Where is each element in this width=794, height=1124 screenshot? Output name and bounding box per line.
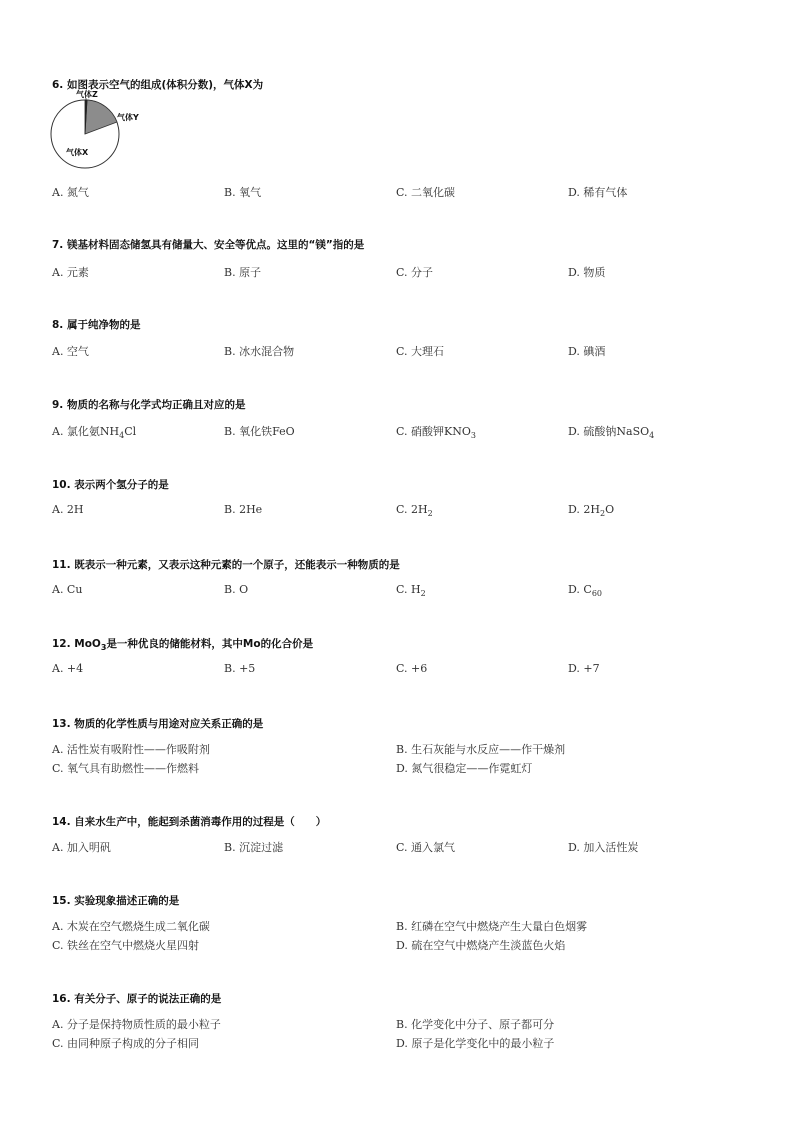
question-6-option-d[interactable]: D. 稀有气体 bbox=[568, 186, 628, 199]
question-9-option-d[interactable]: D. 硫酸钠NaSO$_4$ bbox=[568, 425, 655, 440]
question-11-option-a[interactable]: A. Cu bbox=[52, 583, 83, 596]
question-16-option-c[interactable]: C. 由同种原子构成的分子相同 bbox=[52, 1037, 200, 1050]
question-10-option-d[interactable]: D. $2H_2O$ bbox=[568, 503, 615, 518]
question-10-option-b[interactable]: B. 2He bbox=[224, 503, 263, 516]
question-16-stem: 16. 有关分子、原子的说法正确的是 bbox=[52, 993, 222, 1005]
question-14-option-a[interactable]: A. 加入明矾 bbox=[52, 841, 111, 854]
question-16-option-d[interactable]: D. 原子是化学变化中的最小粒子 bbox=[396, 1037, 555, 1050]
question-7-option-d[interactable]: D. 物质 bbox=[568, 266, 606, 279]
question-6-option-b[interactable]: B. 氧气 bbox=[224, 186, 262, 199]
question-9-option-a[interactable]: A. 氯化氨$NH_4Cl$ bbox=[52, 425, 137, 440]
question-12-stem: 12. MoO$_3$是一种优良的储能材料，其中Mo的化合价是 bbox=[52, 638, 314, 652]
question-15-option-d[interactable]: D. 硫在空气中燃烧产生淡蓝色火焰 bbox=[396, 939, 566, 952]
question-6-stem: 6. 如图表示空气的组成(体积分数)，气体X为 bbox=[52, 79, 264, 91]
question-13-option-d[interactable]: D. 氮气很稳定——作霓虹灯 bbox=[396, 762, 533, 775]
question-13-stem: 13. 物质的化学性质与用途对应关系正确的是 bbox=[52, 718, 264, 730]
question-9-stem: 9. 物质的名称与化学式均正确且对应的是 bbox=[52, 399, 246, 411]
pie-label-gas-y: 气体Y bbox=[117, 113, 139, 122]
question-12-option-a[interactable]: A. +4 bbox=[52, 662, 84, 675]
question-9-option-b[interactable]: B. 氧化铁FeO bbox=[224, 425, 295, 438]
question-8-option-b[interactable]: B. 冰水混合物 bbox=[224, 345, 295, 358]
air-composition-pie-chart bbox=[50, 90, 160, 170]
question-11-option-c[interactable]: C. $H_2$ bbox=[396, 583, 426, 598]
question-8-option-a[interactable]: A. 空气 bbox=[52, 345, 89, 358]
question-10-option-c[interactable]: C. $2H_2$ bbox=[396, 503, 433, 518]
question-8-option-c[interactable]: C. 大理石 bbox=[396, 345, 445, 358]
question-15-stem: 15. 实验现象描述正确的是 bbox=[52, 895, 180, 907]
question-7-option-a[interactable]: A. 元素 bbox=[52, 266, 89, 279]
question-12-option-c[interactable]: C. +6 bbox=[396, 662, 428, 675]
question-11-stem: 11. 既表示一种元素，又表示这种元素的一个原子，还能表示一种物质的是 bbox=[52, 559, 400, 571]
question-11-option-d[interactable]: D. $C_{60}$ bbox=[568, 583, 603, 598]
question-7-option-b[interactable]: B. 原子 bbox=[224, 266, 262, 279]
question-8-option-d[interactable]: D. 碘酒 bbox=[568, 345, 606, 358]
question-7-option-c[interactable]: C. 分子 bbox=[396, 266, 434, 279]
question-12-option-b[interactable]: B. +5 bbox=[224, 662, 256, 675]
question-7-stem: 7. 镁基材料固态储氢具有储量大、安全等优点。这里的“镁”指的是 bbox=[52, 239, 365, 251]
pie-label-gas-z: 气体Z bbox=[76, 90, 98, 99]
question-13-option-b[interactable]: B. 生石灰能与水反应——作干燥剂 bbox=[396, 743, 566, 756]
question-14-option-b[interactable]: B. 沉淀过滤 bbox=[224, 841, 284, 854]
question-13-option-a[interactable]: A. 活性炭有吸附性——作吸附剂 bbox=[52, 743, 210, 756]
question-14-option-c[interactable]: C. 通入氯气 bbox=[396, 841, 456, 854]
question-10-option-a[interactable]: A. 2H bbox=[52, 503, 84, 516]
question-9-option-c[interactable]: C. 硝酸钾$KNO_3$ bbox=[396, 425, 476, 440]
question-6-option-c[interactable]: C. 二氧化碳 bbox=[396, 186, 456, 199]
question-15-option-a[interactable]: A. 木炭在空气燃烧生成二氧化碳 bbox=[52, 920, 210, 933]
question-14-stem: 14. 自来水生产中，能起到杀菌消毒作用的过程是（ ） bbox=[52, 816, 327, 828]
question-12-option-d[interactable]: D. +7 bbox=[568, 662, 600, 675]
question-14-option-d[interactable]: D. 加入活性炭 bbox=[568, 841, 639, 854]
question-10-stem: 10. 表示两个氢分子的是 bbox=[52, 479, 169, 491]
question-11-option-b[interactable]: B. O bbox=[224, 583, 249, 596]
question-6-option-a[interactable]: A. 氮气 bbox=[52, 186, 89, 199]
pie-label-gas-x: 气体X bbox=[66, 148, 89, 157]
question-15-option-b[interactable]: B. 红磷在空气中燃烧产生大量白色烟雾 bbox=[396, 920, 588, 933]
question-8-stem: 8. 属于纯净物的是 bbox=[52, 319, 141, 331]
question-15-option-c[interactable]: C. 铁丝在空气中燃烧火星四射 bbox=[52, 939, 200, 952]
question-16-option-b[interactable]: B. 化学变化中分子、原子都可分 bbox=[396, 1018, 555, 1031]
question-16-option-a[interactable]: A. 分子是保持物质性质的最小粒子 bbox=[52, 1018, 221, 1031]
question-13-option-c[interactable]: C. 氧气具有助燃性——作燃料 bbox=[52, 762, 200, 775]
